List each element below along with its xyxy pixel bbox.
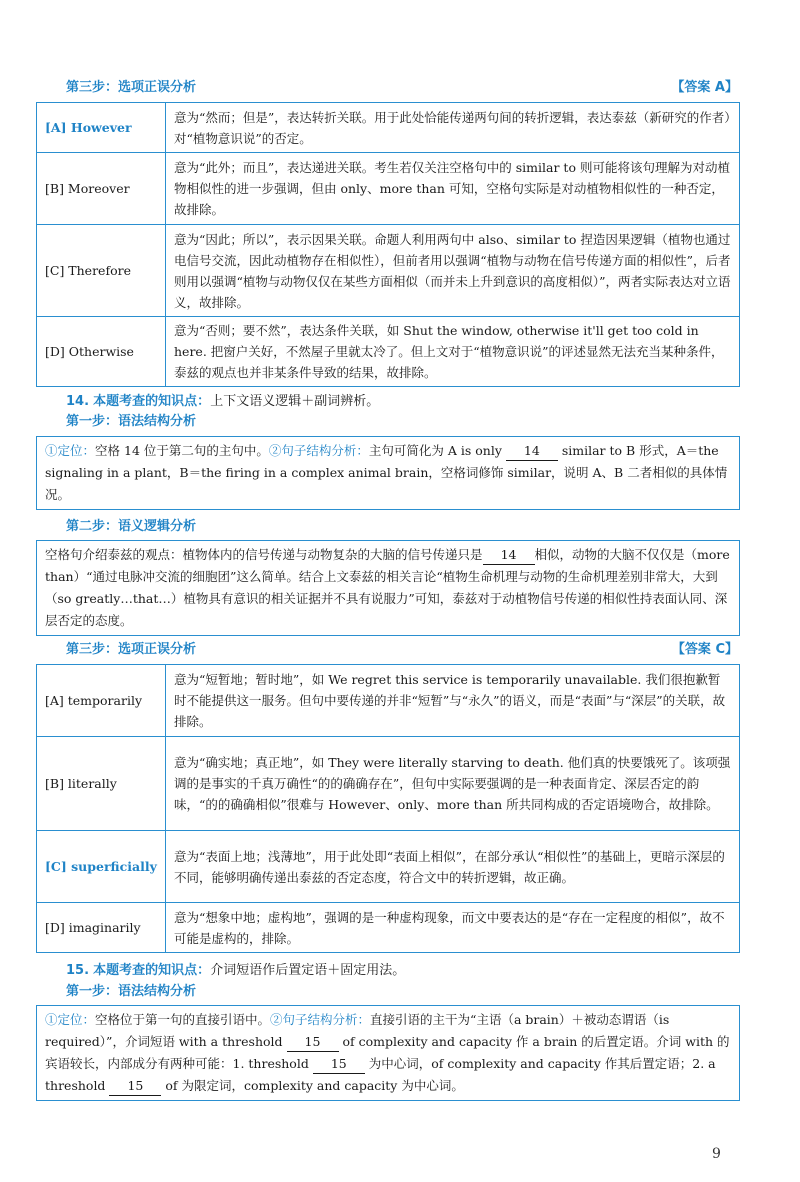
step3-heading-13 — [36, 78, 744, 98]
option-explanation: 意为“因此；所以”，表示因果关联。命题人利用两句中 also、similar to 捏造因果逻辑（植物也通过电信号交流，因此动植物存在相似性），但前者用以强调“植物与动物在信号传递方面的相似性”，后者则用以强调“植物与动物仅仅在某些方面相似（而并未上升到意识的高度相似）”，两者实际表达对立语义，故排除。 — [166, 225, 740, 317]
blank-number: 14 — [483, 546, 535, 565]
grammar-analysis-box-14 — [36, 436, 740, 510]
step1-heading-14 — [36, 412, 744, 432]
option-explanation: 意为“短暂地；暂时地”，如 We regret this service is temporarily unavailable. 我们很抱歉暂时不能提供这一服务。但句中要传递的并非“短暂”与“永久”的语义，而是“表面”与“深层”的关联，故排除。 — [166, 665, 740, 737]
knowledge-point-14 — [66, 392, 746, 412]
blank-number: 15 — [287, 1033, 339, 1052]
step-title: 第三步：选项正误分析 — [66, 642, 197, 657]
step1-heading-15 — [36, 982, 744, 1002]
label-structure: ②句子结构分析： — [270, 1012, 371, 1027]
step2-heading-14 — [36, 517, 744, 537]
options-table-13 — [36, 102, 740, 387]
text: 主句可简化为 A is only — [368, 443, 506, 458]
semantic-analysis-box-14 — [36, 540, 740, 636]
table-row — [37, 225, 740, 317]
table-row — [37, 737, 740, 831]
text: of complexity and capacity 作 a brain 的后置定语。介词 with 的宾语较长，内部成分有两种可能：1. threshold — [45, 1034, 730, 1071]
option-explanation: 意为“此外；而且”，表达递进关联。考生若仅关注空格句中的 similar to 则可能将该句理解为对动植物相似性的进一步强调，但由 only、more than 可知，空格句实际是对动植物相似性的一种否定，故排除。 — [166, 153, 740, 225]
text: of 为限定词，complexity and capacity 为中心词。 — [161, 1078, 464, 1093]
text: 相似，动物的大脑不仅仅是（more than）“通过电脉冲交流的细胞团”这么简单。结合上文泰兹的相关言论“植物生命机理与动物的生命机理差别非常大，大到（so greatly…that…）植物具有意识的相关证据并不具有说服力”可知，泰兹对于动植物信号传递的相似性持表面认同、深层否定的态度。 — [45, 547, 730, 628]
step-title: 第一步：语法结构分析 — [66, 984, 197, 999]
table-row — [37, 903, 740, 953]
kp-label: 本题考查的知识点： — [93, 963, 211, 978]
blank-number: 14 — [506, 442, 558, 461]
page-number: 9 — [712, 1146, 721, 1162]
question-number: 15. — [66, 963, 90, 978]
step-title: 第三步：选项正误分析 — [66, 80, 197, 95]
option-explanation: 意为“否则；要不然”，表达条件关联，如 Shut the window, otherwise it'll get too cold in here. 把窗户关好，不然屋子里就太冷了。但上文对于“植物意识说”的评述显然无法充当某种条件，泰兹的观点也并非某条件导致的结果，故排除。 — [166, 317, 740, 387]
question-number: 14. — [66, 394, 90, 409]
step-title: 第一步：语法结构分析 — [66, 414, 197, 429]
table-row — [37, 103, 740, 153]
option-label: [D] Otherwise — [37, 317, 166, 387]
label-structure: ②句子结构分析： — [268, 443, 369, 458]
option-label: [A] temporarily — [37, 665, 166, 737]
option-label: [B] literally — [37, 737, 166, 831]
option-explanation: 意为“确实地；真正地”，如 They were literally starving to death. 他们真的快要饿死了。该项强调的是事实的千真万确性“的的确确存在”，但句中实际要强调的是一种表面肯定、深层否定的韵味，“的的确确相似”很难与 However、only、more than 所共同构成的否定语境吻合，故排除。 — [166, 737, 740, 831]
table-row — [37, 831, 740, 903]
text: similar to B 形式，A＝the signaling in a plant，B＝the firing in a complex animal brain，空格词修饰 similar，说明 A、B 二者相似的具体情况。 — [45, 443, 728, 502]
blank-number: 15 — [313, 1055, 365, 1074]
answer-tag: 【答案 C】 — [671, 642, 738, 657]
label-locate: ①定位： — [45, 1012, 96, 1027]
step3-heading-14 — [36, 640, 744, 660]
kp-label: 本题考查的知识点： — [93, 394, 211, 409]
option-label: [D] imaginarily — [37, 903, 166, 953]
step-title: 第二步：语义逻辑分析 — [66, 519, 197, 534]
knowledge-point-15 — [66, 961, 746, 981]
text: 空格 14 位于第二句的主句中。 — [95, 443, 269, 458]
option-explanation: 意为“然而；但是”，表达转折关联。用于此处恰能传递两句间的转折逻辑，表达泰兹（新研究的作者）对“植物意识说”的否定。 — [166, 103, 740, 153]
option-explanation: 意为“表面上地；浅薄地”，用于此处即“表面上相似”，在部分承认“相似性”的基础上，更暗示深层的不同，能够明确传递出泰兹的否定态度，符合文中的转折逻辑，故正确。 — [166, 831, 740, 903]
text: 空格位于第一句的直接引语中。 — [95, 1012, 271, 1027]
options-table-14 — [36, 664, 740, 953]
option-label: [A] However — [37, 103, 166, 153]
table-row — [37, 153, 740, 225]
table-row — [37, 665, 740, 737]
option-label: [C] Therefore — [37, 225, 166, 317]
answer-tag: 【答案 A】 — [671, 80, 738, 95]
text: 直接引语的主干为“主语（a brain）＋被动态谓语（is required）”，介词短语 with a threshold — [45, 1012, 670, 1049]
kp-text: 上下文语义逻辑＋副词辨析。 — [210, 394, 380, 409]
label-locate: ①定位： — [45, 443, 96, 458]
table-row — [37, 317, 740, 387]
blank-number: 15 — [109, 1077, 161, 1096]
grammar-analysis-box-15 — [36, 1005, 740, 1101]
option-label: [C] superficially — [37, 831, 166, 903]
option-label: [B] Moreover — [37, 153, 166, 225]
text: 空格句介绍泰兹的观点：植物体内的信号传递与动物复杂的大脑的信号传递只是 — [45, 547, 483, 562]
text: 为中心词，of complexity and capacity 作其后置定语；2. a threshold — [45, 1056, 716, 1093]
option-explanation: 意为“想象中地；虚构地”，强调的是一种虚构现象，而文中要表达的是“存在一定程度的相似”，故不可能是虚构的，排除。 — [166, 903, 740, 953]
kp-text: 介词短语作后置定语＋固定用法。 — [210, 963, 406, 978]
